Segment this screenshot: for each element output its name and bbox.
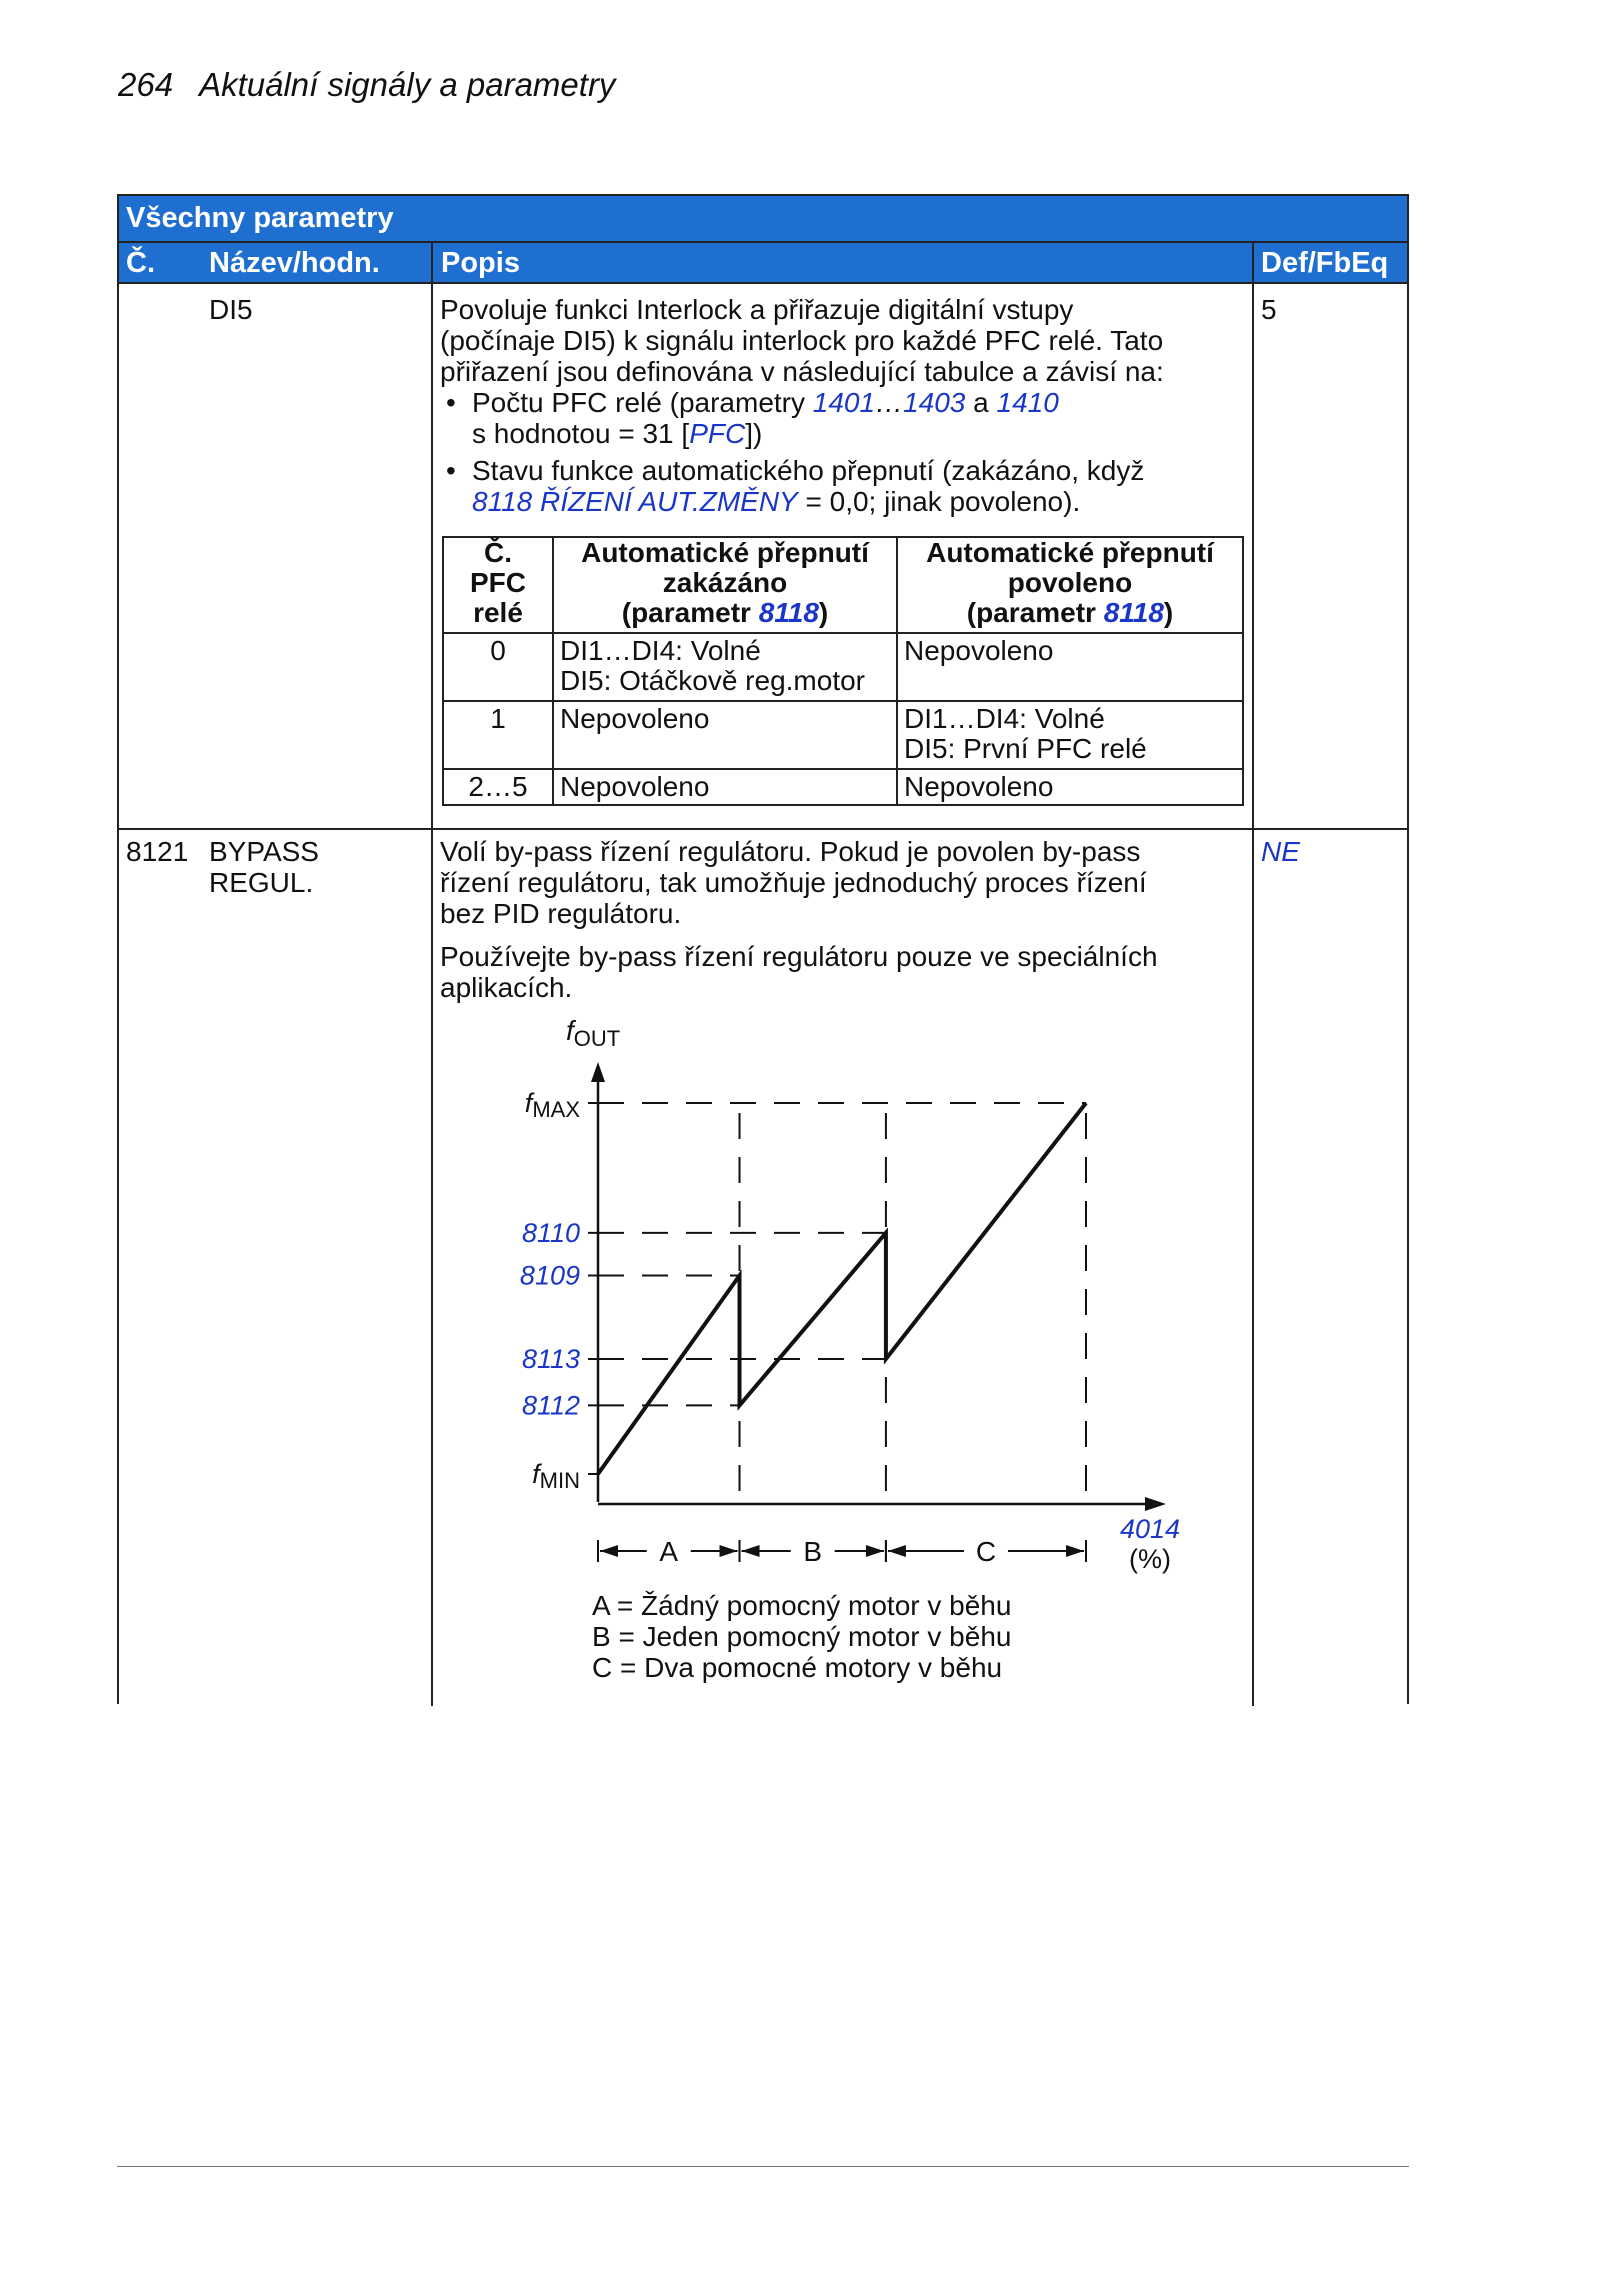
bullet-text: ]) [745,418,763,449]
header-line: Automatické přepnutí [581,537,869,568]
description-line: (počínaje DI5) k signálu interlock pro každé PFC relé. Tato [440,325,1164,356]
parameter-number: 8121 [126,836,189,867]
segment-arrowhead [888,1545,906,1557]
x-axis-label: 4014 [1119,1514,1181,1544]
header-line: Automatické přepnutí [926,537,1214,568]
y-tick-label: fMAX [524,1088,580,1122]
table-cell: Nepovoleno [904,771,1054,802]
chart-legend [592,1590,1011,1683]
bullet-text: s hodnotou = 31 [ [472,418,690,449]
table-cell: Nepovoleno [560,703,710,734]
header-line: povoleno [1007,567,1133,598]
cell-line: DI1…DI4: Volné [560,635,761,666]
table-title: Všechny parametry [119,196,1407,241]
page-title: Aktuální signály a parametry [199,66,616,103]
link-1410[interactable]: 1410 [996,387,1059,418]
segment-label: C [975,1536,997,1567]
segment-label: A [659,1536,679,1567]
header-line: (parametr [966,597,1104,628]
pfc-row-number: 2…5 [468,771,528,802]
legend-item: A = Žádný pomocný motor v běhu [592,1590,1012,1621]
link-1403[interactable]: 1403 [903,387,966,418]
cell-line: DI1…DI4: Volné [904,703,1105,734]
col-default-header: Def/FbEq [1261,247,1389,279]
y-axis-title: $f_{OUT}$ [566,1015,621,1051]
header-line: Č. [484,537,512,568]
pfc-row-number: 1 [490,703,506,734]
bullet-text: a [965,387,997,418]
default-value: 5 [1261,294,1277,325]
legend-item: C = Dva pomocné motory v běhu [592,1652,1003,1683]
y-tick-label: fMIN [532,1459,580,1493]
link-pfc[interactable]: PFC [689,418,746,449]
y-tick-label-sub: MAX [532,1097,580,1122]
description-line: přiřazení jsou definována v následující tabulce a závisí na: [440,356,1164,387]
link-1401[interactable]: 1401 [812,387,876,418]
y-tick-label-sub: MIN [539,1468,580,1493]
cell-line: DI5: Otáčkově reg.motor [560,665,866,696]
x-axis-unit: (%) [1129,1544,1171,1574]
segment-arrowhead [866,1545,884,1557]
description-line: řízení regulátoru, tak umožňuje jednoduchý proces řízení [440,867,1147,898]
bullet-text: = 0,0; jinak povoleno). [797,486,1081,517]
segment-arrowhead [1066,1545,1084,1557]
description-line: Povoluje funkci Interlock a přiřazuje digitální vstupy [440,294,1074,325]
y-tick-label: 8113 [521,1343,580,1374]
description-line: Volí by-pass řízení regulátoru. Pokud je povolen by-pass [440,836,1141,867]
page-number: 264 [118,66,174,103]
default-value-link[interactable]: NE [1261,836,1300,867]
header-line: PFC [470,567,526,598]
table-cell: Nepovoleno [560,771,710,802]
footer-rule [117,2166,1409,2167]
table-cell: Nepovoleno [904,635,1054,666]
pfc-row-number: 0 [490,635,506,666]
segment-arrowhead [742,1545,760,1557]
link-8118[interactable]: 8118 ŘÍZENÍ AUT.ZMĚNY [472,486,798,517]
y-axis-arrow [591,1062,605,1082]
segment-arrowhead [600,1545,618,1557]
header-line: relé [473,597,523,628]
link-8118[interactable]: 8118 [1103,597,1164,628]
parameter-name-line: BYPASS [209,836,319,867]
y-tick-label: 8109 [519,1260,580,1291]
segment-arrowhead [720,1545,738,1557]
link-8118[interactable]: 8118 [758,597,819,628]
value-name-di5: DI5 [209,294,253,325]
y-axis-title-sub: OUT [573,1026,621,1051]
y-tick-label: 8112 [521,1390,580,1421]
y-tick-label: 8110 [521,1217,580,1248]
x-axis-arrow [1145,1497,1166,1511]
bullet-text: Počtu PFC relé (parametry [472,387,813,418]
description-line: Používejte by-pass řízení regulátoru pouze ve speciálních [440,941,1158,972]
header-line: ) [1163,597,1174,628]
segment-label: B [803,1536,823,1567]
legend-item: B = Jeden pomocný motor v běhu [592,1621,1012,1652]
bullet-text: Stavu funkce automatického přepnutí (zakázáno, když [472,455,1145,486]
header-line: (parametr [621,597,759,628]
header-line: zakázáno [662,567,788,598]
col-number-header: Č. [126,247,155,279]
description-line: bez PID regulátoru. [440,898,682,929]
cell-line: DI5: První PFC relé [904,733,1147,764]
col-name-header: Název/hodn. [209,247,380,279]
header-line: ) [818,597,829,628]
col-description-header: Popis [441,247,520,279]
description-line: aplikacích. [440,972,573,1003]
frequency-series-line [598,1103,1086,1474]
ellipsis: … [875,387,904,418]
parameter-name-line: REGUL. [209,867,314,898]
